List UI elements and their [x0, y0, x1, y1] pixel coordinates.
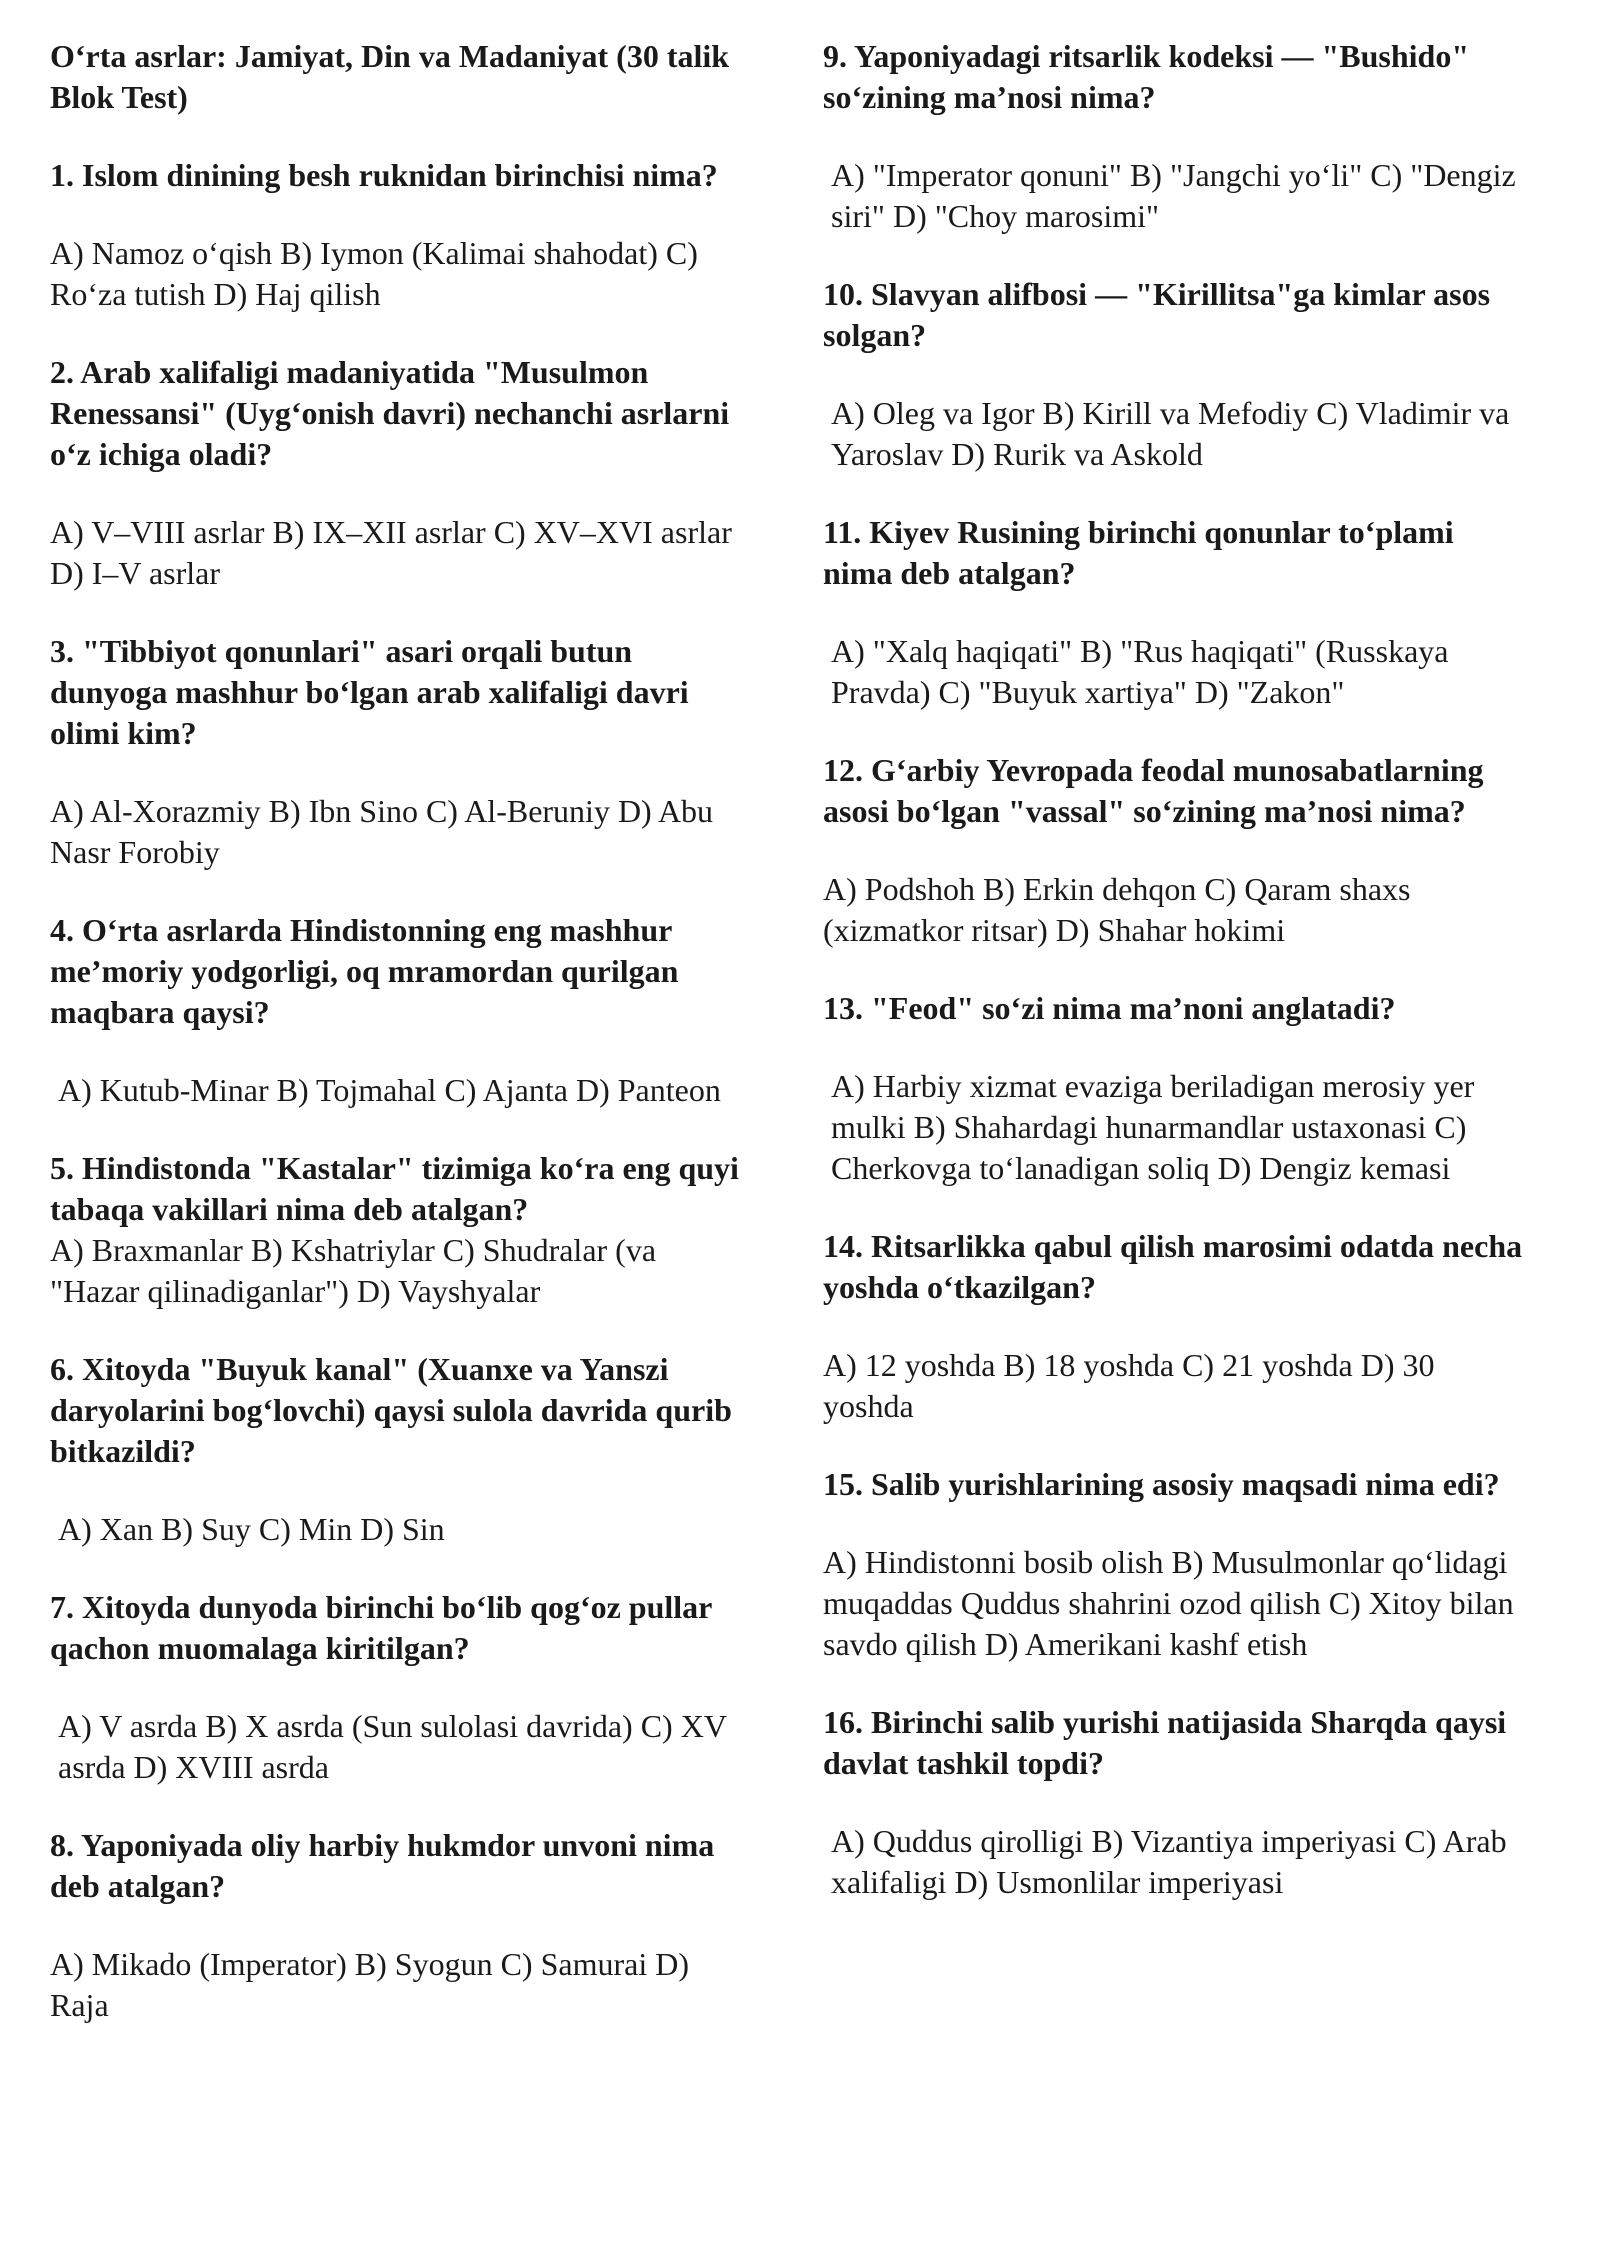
- question-12: [823, 750, 1523, 951]
- answer-options: A) Namoz o‘qish B) Iymon (Kalimai shahodat) C) Ro‘za tutish D) Haj qilish: [50, 235, 698, 312]
- answer-options: A) Xan B) Suy C) Min D) Sin: [58, 1511, 445, 1547]
- answer-options: A) Braxmanlar B) Kshatriylar C) Shudralar (va "Hazar qilinadiganlar") D) Vayshyalar: [50, 1232, 657, 1309]
- question-text: 4. O‘rta asrlarda Hindistonning eng mashhur me’moriy yodgorligi, oq mramordan qurilgan maqbara qaysi?: [50, 912, 679, 1030]
- question-16: [823, 1702, 1523, 1903]
- answer-options: A) Oleg va Igor B) Kirill va Mefodiy C) Vladimir va Yaroslav D) Rurik va Askold: [831, 395, 1510, 472]
- question-13: [823, 988, 1523, 1189]
- left-column: [50, 36, 740, 2063]
- answer-options: A) Kutub-Minar B) Tojmahal C) Ajanta D) Panteon: [58, 1072, 721, 1108]
- question-6: [50, 1349, 740, 1550]
- document-title-block: [50, 36, 740, 118]
- question-15: [823, 1464, 1523, 1665]
- question-text: 14. Ritsarlikka qabul qilish marosimi odatda necha yoshda o‘tkazilgan?: [823, 1228, 1523, 1305]
- question-14: [823, 1226, 1523, 1427]
- question-text: 3. "Tibbiyot qonunlari" asari orqali butun dunyoga mashhur bo‘lgan arab xalifaligi davri olimi kim?: [50, 633, 689, 751]
- answer-options: A) "Xalq haqiqati" B) "Rus haqiqati" (Russkaya Pravda) C) "Buyuk xartiya" D) "Zakon": [831, 633, 1449, 710]
- question-text: 8. Yaponiyada oliy harbiy hukmdor unvoni nima deb atalgan?: [50, 1827, 715, 1904]
- question-text: 13. "Feod" so‘zi nima ma’noni anglatadi?: [823, 990, 1396, 1026]
- question-text: 15. Salib yurishlarining asosiy maqsadi nima edi?: [823, 1466, 1500, 1502]
- question-text: 7. Xitoyda dunyoda birinchi bo‘lib qog‘oz pullar qachon muomalaga kiritilgan?: [50, 1589, 712, 1666]
- question-text: 9. Yaponiyadagi ritsarlik kodeksi — "Bushido" so‘zining ma’nosi nima?: [823, 38, 1470, 115]
- answer-options: A) Mikado (Imperator) B) Syogun C) Samurai D) Raja: [50, 1946, 689, 2023]
- question-8: [50, 1825, 740, 2026]
- answer-options: A) Hindistonni bosib olish B) Musulmonlar qo‘lidagi muqaddas Quddus shahrini ozod qilish C) Xitoy bilan savdo qilish D) Amerikani kashf etish: [823, 1544, 1514, 1662]
- question-text: 5. Hindistonda "Kastalar" tizimiga ko‘ra eng quyi tabaqa vakillari nima deb atalgan?: [50, 1150, 739, 1227]
- question-11: [823, 512, 1523, 713]
- question-text: 2. Arab xalifaligi madaniyatida "Musulmon Renessansi" (Uyg‘onish davri) nechanchi asrlarni o‘z ichiga oladi?: [50, 354, 730, 472]
- answer-options: A) "Imperator qonuni" B) "Jangchi yo‘li" C) "Dengiz siri" D) "Choy marosimi": [831, 157, 1516, 234]
- answer-options: A) Al-Xorazmiy B) Ibn Sino C) Al-Beruniy D) Abu Nasr Forobiy: [50, 793, 714, 870]
- answer-options: A) Podshoh B) Erkin dehqon C) Qaram shaxs (xizmatkor ritsar) D) Shahar hokimi: [823, 871, 1411, 948]
- question-10: [823, 274, 1523, 475]
- answer-options: A) V–VIII asrlar B) IX–XII asrlar C) XV–XVI asrlar D) I–V asrlar: [50, 514, 732, 591]
- question-text: 6. Xitoyda "Buyuk kanal" (Xuanxe va Yanszi daryolarini bog‘lovchi) qaysi sulola davrida qurib bitkazildi?: [50, 1351, 732, 1469]
- right-column: [823, 36, 1523, 1940]
- question-text: 12. G‘arbiy Yevropada feodal munosabatlarning asosi bo‘lgan "vassal" so‘zining ma’nosi nima?: [823, 752, 1484, 829]
- question-text: 1. Islom dinining besh ruknidan birinchisi nima?: [50, 157, 718, 193]
- document-title: O‘rta asrlar: Jamiyat, Din va Madaniyat (30 talik Blok Test): [50, 38, 730, 115]
- question-text: 11. Kiyev Rusining birinchi qonunlar to‘plami nima deb atalgan?: [823, 514, 1454, 591]
- question-4: [50, 910, 740, 1111]
- question-3: [50, 631, 740, 873]
- question-7: [50, 1587, 740, 1788]
- answer-options: A) Harbiy xizmat evaziga beriladigan merosiy yer mulki B) Shahardagi hunarmandlar ustaxonasi C) Cherkovga to‘lanadigan soliq D) Dengiz kemasi: [831, 1068, 1475, 1186]
- question-2: [50, 352, 740, 594]
- answer-options: A) V asrda B) X asrda (Sun sulolasi davrida) C) XV asrda D) XVIII asrda: [58, 1708, 727, 1785]
- question-1: [50, 155, 740, 315]
- question-text: 10. Slavyan alifbosi — "Kirillitsa"ga kimlar asos solgan?: [823, 276, 1491, 353]
- question-5: [50, 1148, 740, 1312]
- answer-options: A) 12 yoshda B) 18 yoshda C) 21 yoshda D) 30 yoshda: [823, 1347, 1435, 1424]
- question-9: [823, 36, 1523, 237]
- question-text: 16. Birinchi salib yurishi natijasida Sharqda qaysi davlat tashkil topdi?: [823, 1704, 1507, 1781]
- answer-options: A) Quddus qirolligi B) Vizantiya imperiyasi C) Arab xalifaligi D) Usmonlilar imperiyasi: [831, 1823, 1507, 1900]
